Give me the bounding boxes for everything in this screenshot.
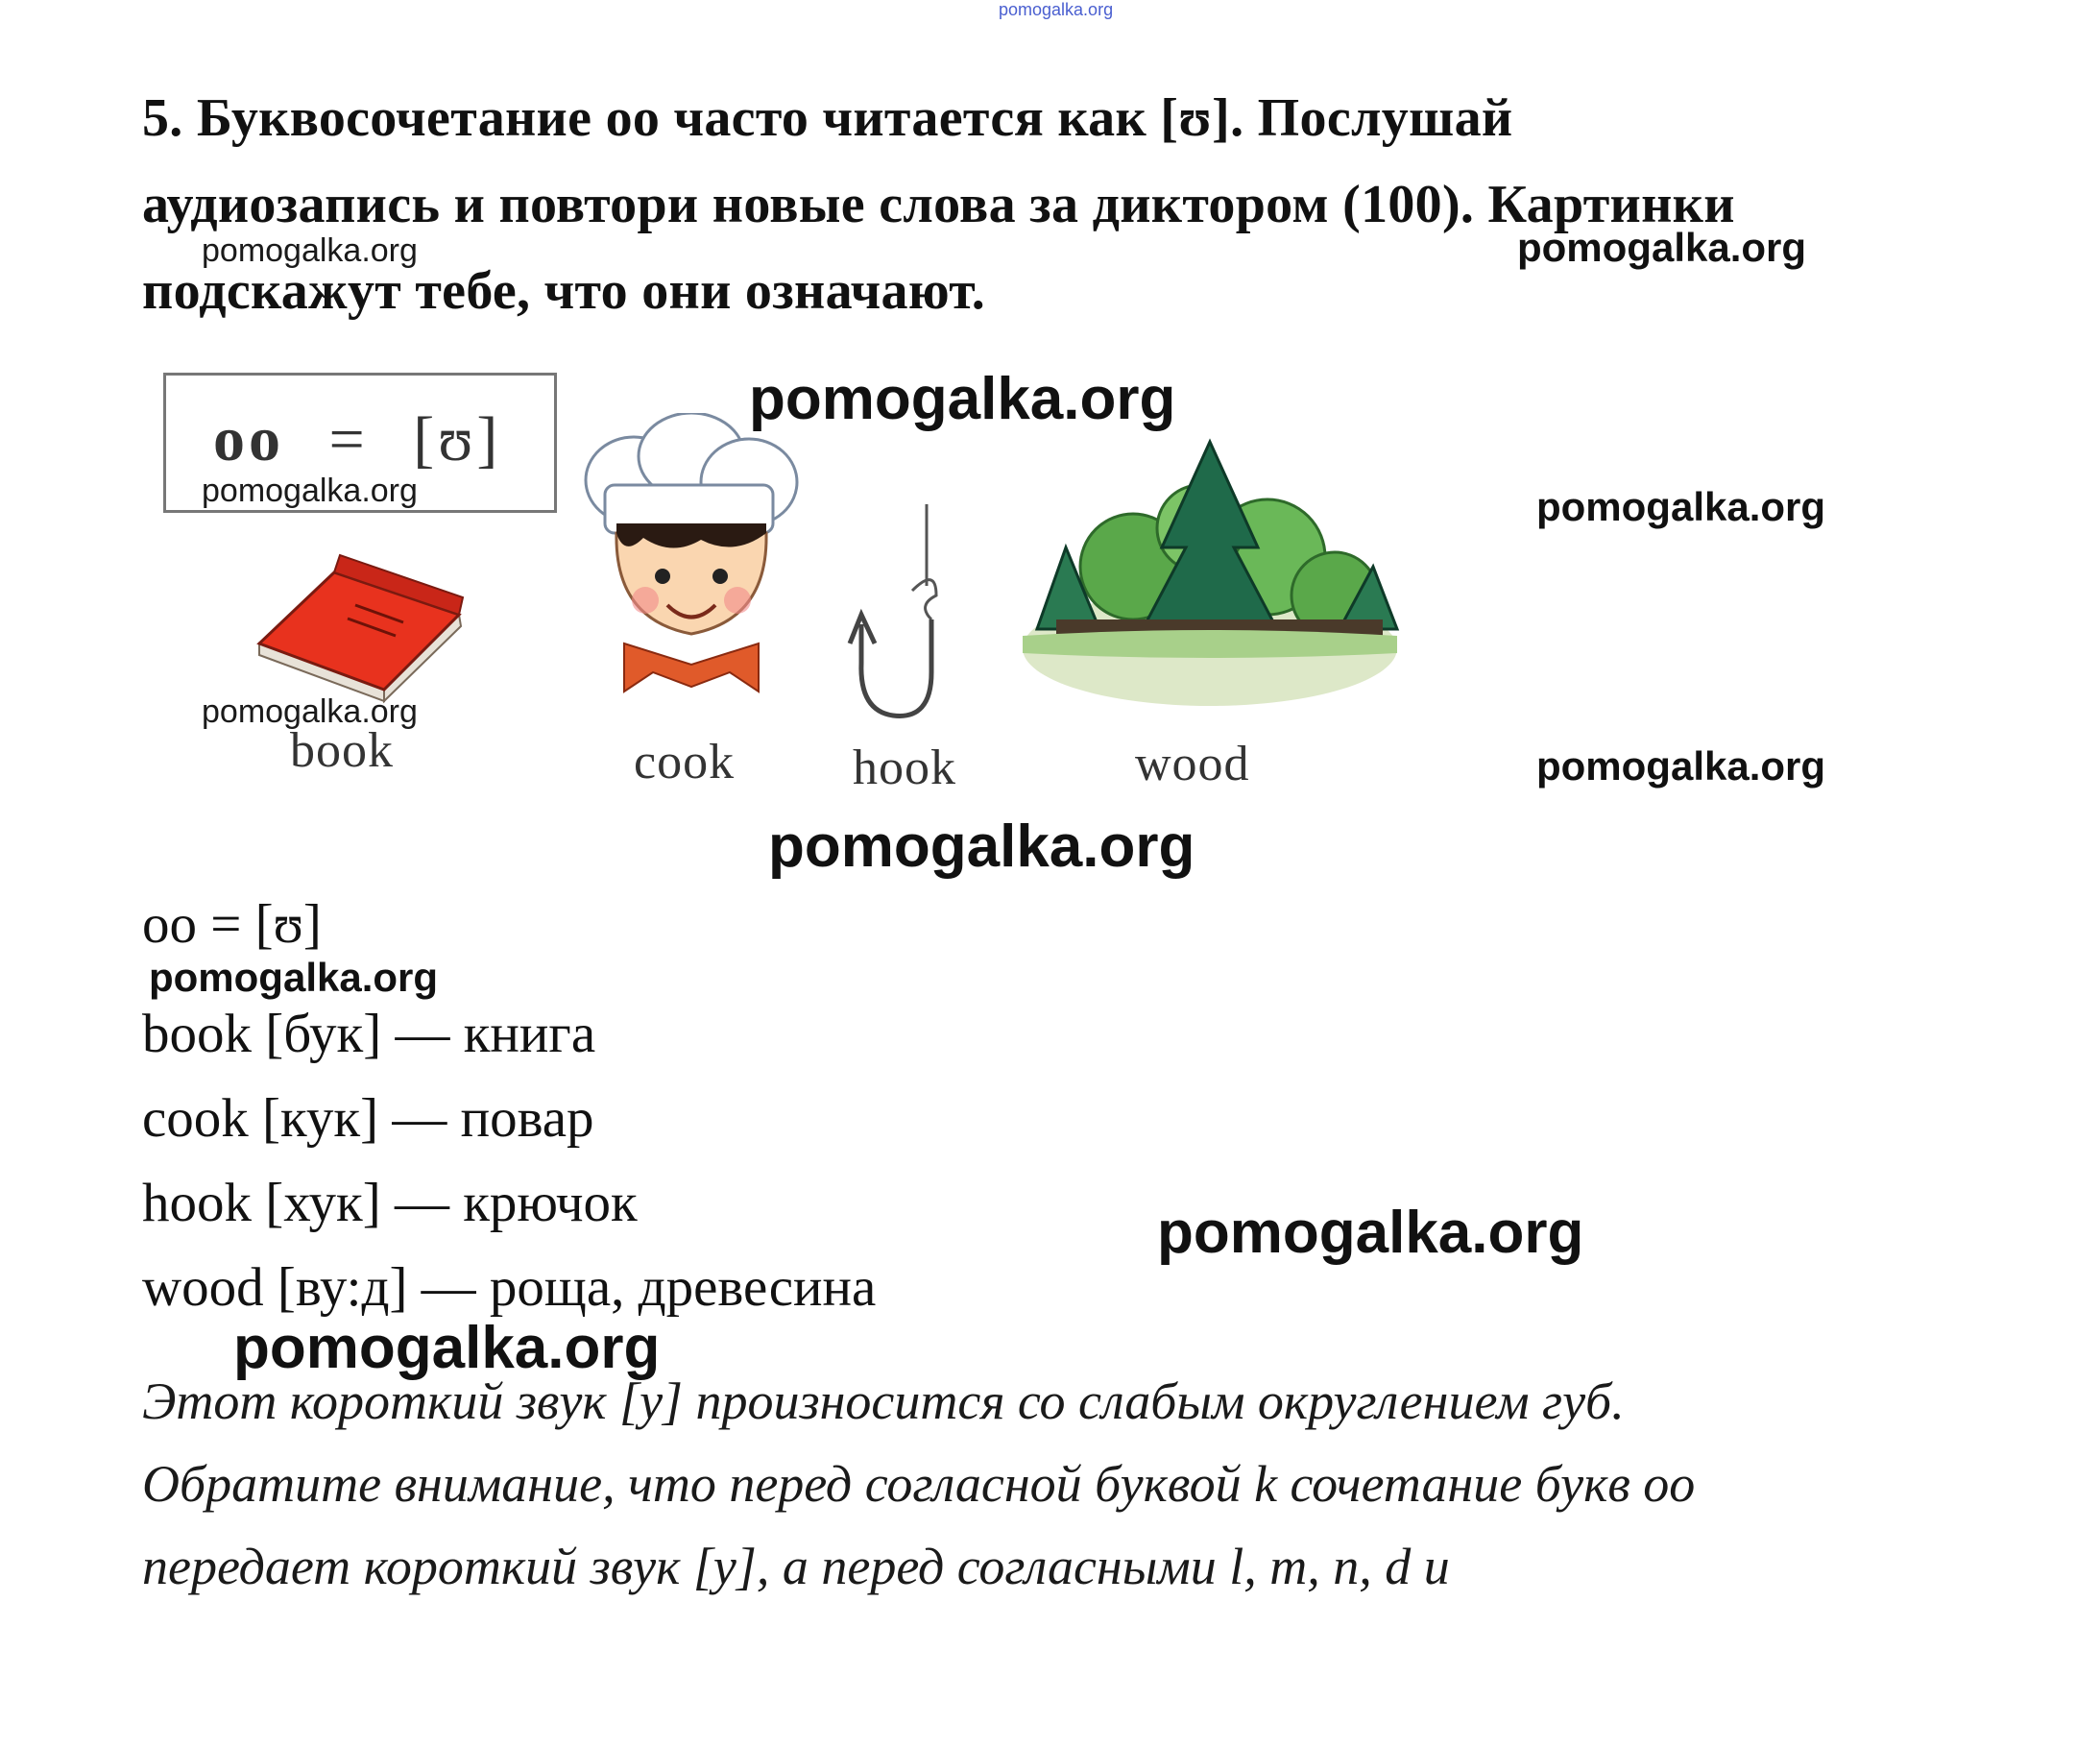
watermark: pomogalka.org (149, 955, 439, 1000)
exercise-title-line-1: 5. Буквосочетание oo часто читается как [ʊ]. Послушай (142, 88, 1513, 148)
watermark: pomogalka.org (768, 813, 1195, 880)
watermark: pomogalka.org (1536, 743, 1826, 789)
exercise-title-line-3: подскажут тебе, что они означают. (142, 261, 986, 321)
vocab-line-hook: hook [хук] — крючок (142, 1173, 638, 1233)
exercise-title (142, 75, 1928, 334)
picture-label-book: book (290, 723, 394, 778)
watermark: pomogalka.org (202, 693, 418, 730)
rule-sound: [ʊ] (413, 404, 502, 474)
rule-equals: = (328, 404, 369, 474)
answer-rule: oo = [ʊ] (142, 894, 322, 955)
rule-box-text (213, 403, 501, 476)
watermark: pomogalka.org (1157, 1200, 1584, 1266)
watermark: pomogalka.org (233, 1315, 661, 1381)
watermark: pomogalka.org (1536, 484, 1826, 529)
exercise-title-line-2: аудиозапись и повтори новые слова за диктором (100). Картинки (142, 175, 1735, 234)
chef-icon (576, 413, 807, 701)
watermark: pomogalka.org (1517, 225, 1807, 270)
watermark: pomogalka.org (749, 366, 1176, 432)
note-line-1: Этот короткий звук [у] произносится со слабым округлением губ. (142, 1372, 1625, 1430)
rule-letters: oo (213, 404, 284, 474)
forest-icon (1018, 423, 1402, 711)
picture-label-wood: wood (1135, 737, 1250, 791)
note-line-3: передает короткий звук [у], а перед согласными l, m, n, d и (142, 1538, 1450, 1595)
watermark: pomogalka.org (202, 232, 418, 269)
picture-label-cook: cook (634, 735, 736, 789)
picture-label-hook: hook (853, 740, 956, 795)
watermark: pomogalka.org (202, 473, 418, 509)
vocab-line-book: book [бук] — книга (142, 1004, 596, 1064)
vocab-line-cook: cook [кук] — повар (142, 1088, 594, 1149)
red-book-icon (240, 538, 471, 711)
note-line-2: Обратите внимание, что перед согласной буквой k сочетание букв oo (142, 1455, 1696, 1513)
top-watermark: pomogalka.org (999, 0, 1114, 19)
fishing-hook-icon (840, 499, 994, 730)
vocab-line-wood: wood [ву:д] — роща, древесина (142, 1257, 877, 1318)
